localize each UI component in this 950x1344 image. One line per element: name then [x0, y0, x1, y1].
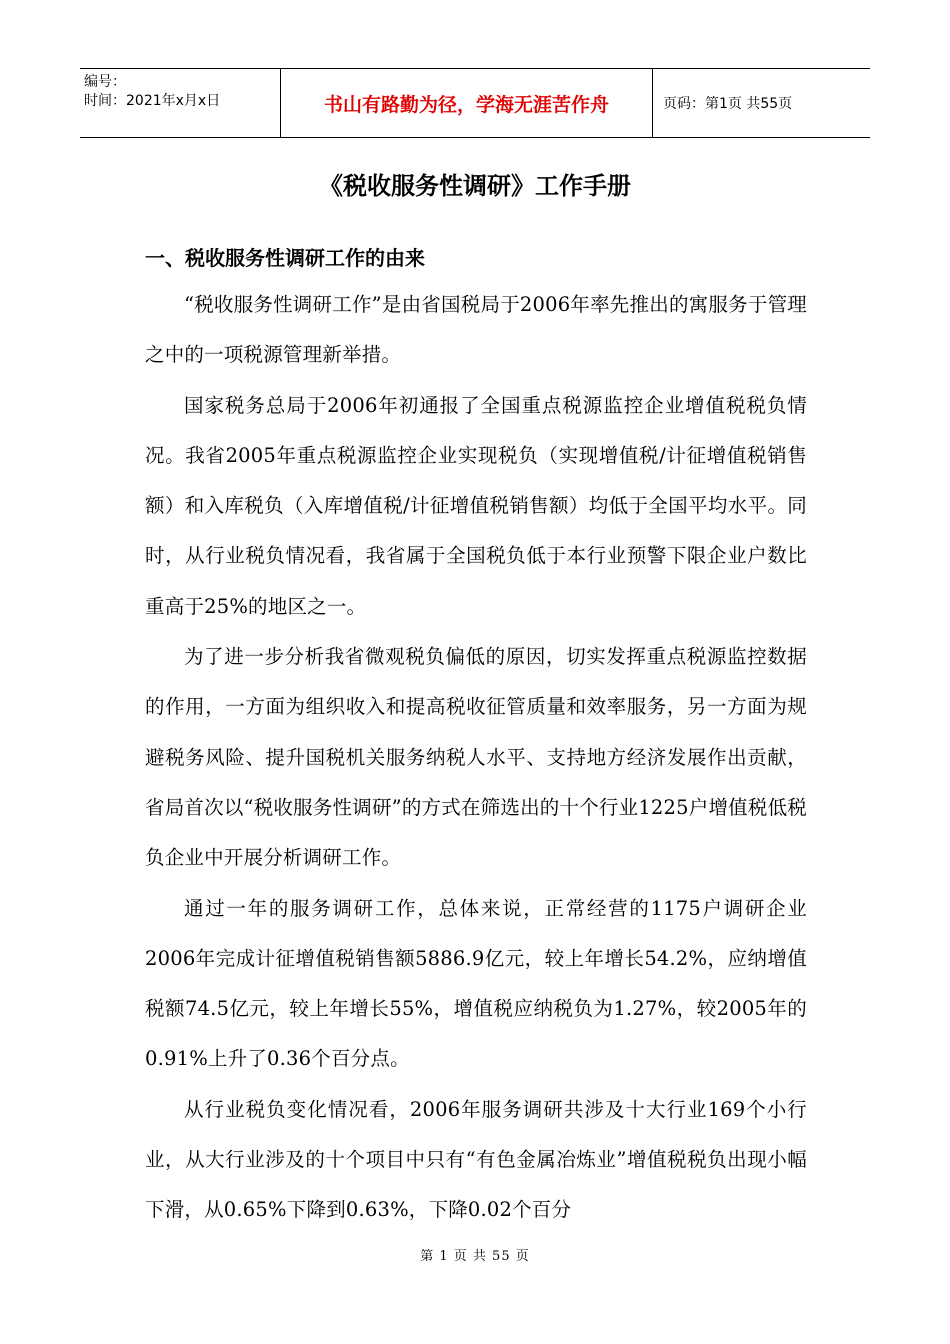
time-label: 时间：2021年x月x日: [84, 93, 221, 109]
paragraph: “税收服务性调研工作”是由省国税局于2006年率先推出的寓服务于管理之中的一项税源管理新举措。: [145, 293, 807, 367]
header-page-info: 页码：第1页 共55页: [663, 96, 793, 112]
number-label: 编号：: [84, 74, 126, 90]
page-footer: 第 1 页 共 55 页: [420, 1249, 530, 1264]
header-motto: 书山有路勤为径，学海无涯苦作舟: [281, 69, 653, 137]
header-meta: [80, 69, 281, 137]
document-title: 《税收服务性调研》工作手册: [319, 172, 631, 200]
page-header: [80, 68, 870, 138]
paragraph: 国家税务总局于2006年初通报了全国重点税源监控企业增值税税负情况。我省2005年重点税源监控企业实现税负（实现增值税/计征增值税销售额）和入库税负（入库增值税/计征增值税销售额）均低于全国平均水平。同时，从行业税负情况看，我省属于全国税负低于本行业预警下限企业户数比重高于25%的地区之一。: [145, 393, 807, 618]
section-heading: 一、税收服务性调研工作的由来: [145, 246, 425, 270]
paragraph: 通过一年的服务调研工作，总体来说，正常经营的1175户调研企业2006年完成计征增值税销售额5886.9亿元，较上年增长54.2%，应纳增值税额74.5亿元，较上年增长55%，增值税应纳税负为1.27%，较2005年的0.91%上升了0.36个百分点。: [145, 896, 807, 1071]
document-body: [145, 238, 807, 1236]
paragraph: 为了进一步分析我省微观税负偏低的原因，切实发挥重点税源监控数据的作用，一方面为组织收入和提高税收征管质量和效率服务，另一方面为规避税务风险、提升国税机关服务纳税人水平、支持地方经济发展作出贡献，省局首次以“税收服务性调研”的方式在筛选出的十个行业1225户增值税低税负企业中开展分析调研工作。: [145, 645, 807, 870]
paragraph: 从行业税负变化情况看，2006年服务调研共涉及十大行业169个小行业，从大行业涉及的十个项目中只有“有色金属冶炼业”增值税税负出现小幅下滑，从0.65%下降到0.63%，下降0.02个百分: [145, 1097, 807, 1222]
